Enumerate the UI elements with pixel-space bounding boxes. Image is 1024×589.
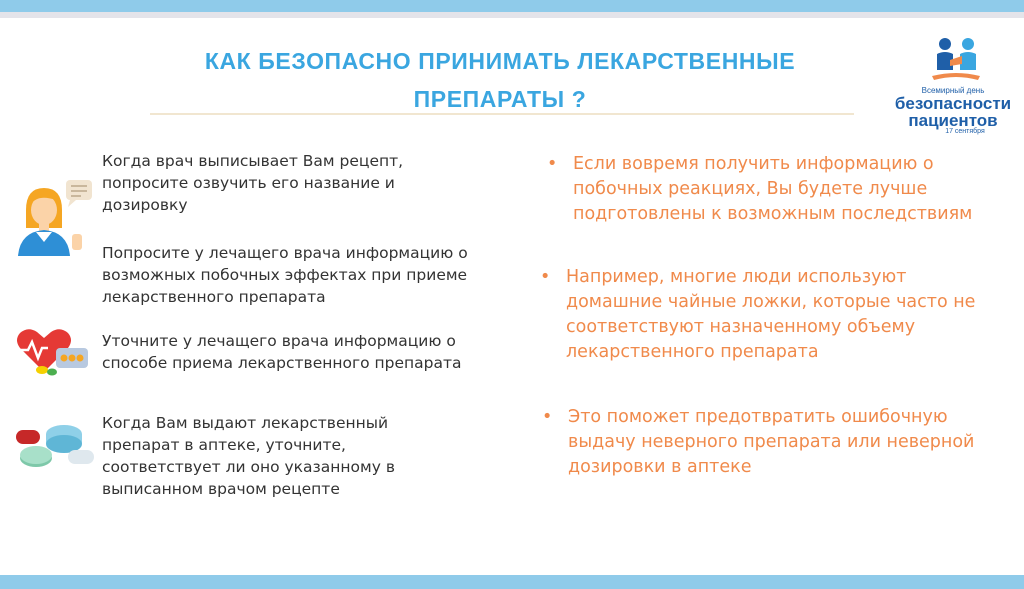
people-logo-icon xyxy=(928,36,984,86)
bullet-text: Если вовремя получить информацию о побочных реакциях, Вы будете лучше подготовлены к возможным последствиям xyxy=(573,154,973,224)
top-band xyxy=(0,0,1024,12)
bullet-dot: • xyxy=(547,154,558,174)
bullet-dot: • xyxy=(542,407,553,427)
logo-line-1: Всемирный день xyxy=(921,86,985,95)
logo-line-4: 17 сентября xyxy=(945,128,985,135)
top-band-shadow xyxy=(0,12,1024,18)
bullet-item xyxy=(542,405,1008,480)
bottom-band xyxy=(0,575,1024,589)
tip-pharmacy-check: Когда Вам выдают лекарственный препарат в аптеке, уточните, соответствует ли оно указанному в выписанном врачом рецепте xyxy=(102,414,395,498)
bullet-text: Это поможет предотвратить ошибочную выдачу неверного препарата или неверной дозировки в аптеке xyxy=(568,407,975,477)
bullet-item xyxy=(547,152,983,227)
title-underline xyxy=(150,113,854,115)
tip-prescription-name: Когда врач выписывает Вам рецепт, попросите озвучить его название и дозировку xyxy=(102,152,404,214)
tip-administration-method: Уточните у лечащего врача информацию о способе приема лекарственного препарата xyxy=(102,332,462,372)
bullet-dot: • xyxy=(540,267,551,287)
heart-icon xyxy=(14,326,90,376)
slide-title xyxy=(150,42,850,118)
logo-line-2: безопасности xyxy=(894,94,1012,113)
logo-line-3: пациентов xyxy=(908,111,998,130)
title-line-2: ПРЕПАРАТЫ ? xyxy=(413,86,587,112)
title-line-1: КАК БЕЗОПАСНО ПРИНИМАТЬ ЛЕКАРСТВЕННЫЕ xyxy=(204,48,796,74)
bullet-text: Например, многие люди используют домашние чайные ложки, которые часто не соответствуют назначенному объему лекарственного препарата xyxy=(566,267,976,362)
bullet-item xyxy=(540,265,996,365)
pills-icon xyxy=(14,420,96,470)
speech-bubble-icon xyxy=(66,180,92,200)
tip-side-effects: Попросите у лечащего врача информацию о возможных побочных эффектах при приеме лекарственного препарата xyxy=(102,244,468,306)
patient-safety-day-logo xyxy=(890,36,1016,140)
